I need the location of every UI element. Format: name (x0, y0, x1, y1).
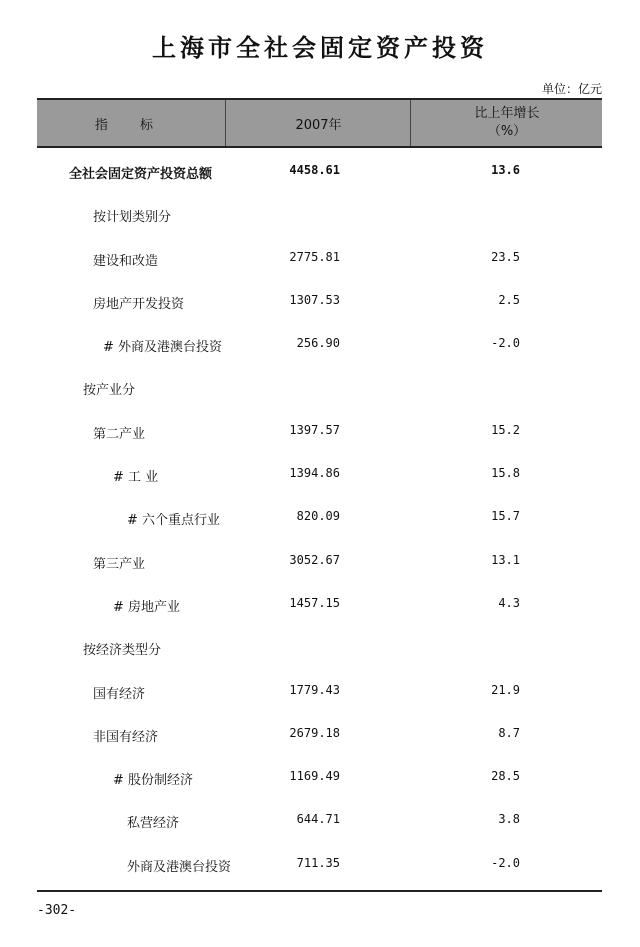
row-value: 3052.67 (289, 552, 340, 567)
row-value: 1394.86 (289, 466, 340, 481)
row-label: # 房地产业 (113, 599, 181, 615)
header-indicator: 指 标 (94, 117, 168, 133)
table-row (37, 453, 602, 496)
row-value: 1779.43 (289, 682, 340, 697)
table-row (37, 410, 602, 453)
table-row (37, 150, 602, 193)
row-value: 1397.57 (289, 422, 340, 437)
row-growth: 15.2 (491, 422, 520, 437)
table-row (37, 540, 602, 583)
row-label: 私营经济 (127, 816, 180, 832)
row-growth: 21.9 (491, 682, 520, 697)
row-label: # 工 业 (113, 470, 159, 486)
row-growth: 8.7 (498, 725, 520, 740)
row-value: 820.09 (296, 509, 340, 524)
row-label: 第二产业 (93, 426, 146, 442)
table-body (37, 150, 602, 886)
table-row (37, 756, 602, 799)
table-row (37, 237, 602, 280)
table-row (37, 280, 602, 323)
row-growth: 13.6 (491, 163, 520, 177)
row-value: 1307.53 (289, 292, 340, 307)
row-label: 国有经济 (93, 686, 146, 702)
row-growth: 15.8 (491, 466, 520, 481)
row-label: 第三产业 (93, 556, 146, 572)
row-label: 非国有经济 (93, 729, 159, 745)
row-growth: 2.5 (498, 292, 520, 307)
table-row (37, 323, 602, 366)
row-label: # 六个重点行业 (127, 513, 221, 529)
row-growth: 13.1 (491, 552, 520, 567)
table-row (37, 843, 602, 886)
row-growth: 15.7 (491, 509, 520, 524)
table-row (37, 583, 602, 626)
row-label: 全社会固定资产投资总额 (69, 167, 213, 182)
header-growth-line2: （%） (487, 124, 527, 139)
row-label: 建设和改造 (93, 253, 159, 269)
row-value: 644.71 (296, 812, 340, 827)
row-growth: -2.0 (491, 855, 520, 870)
table-row (37, 799, 602, 842)
row-growth: 28.5 (491, 769, 520, 784)
table-row (37, 670, 602, 713)
row-value: 1457.15 (289, 595, 340, 610)
row-label: 按产业分 (83, 383, 136, 399)
table-row (37, 366, 602, 409)
header-growth-line1: 比上年增长 (474, 106, 540, 121)
row-label: # 外商及港澳台投资 (103, 340, 223, 356)
page-number: -302- (37, 903, 77, 918)
row-value: 2679.18 (289, 725, 340, 740)
row-value: 711.35 (296, 855, 340, 870)
header-growth (410, 100, 603, 146)
row-label: 按经济类型分 (83, 643, 162, 659)
page-title: 上海市全社会固定资产投资 (152, 34, 488, 62)
row-growth: 3.8 (498, 812, 520, 827)
table-row (37, 626, 602, 669)
header-year: 2007年 (225, 100, 411, 146)
row-label: 外商及港澳台投资 (127, 859, 232, 875)
table-header (37, 98, 602, 148)
row-value: 256.90 (296, 336, 340, 351)
row-growth: -2.0 (491, 336, 520, 351)
table-row (37, 496, 602, 539)
row-value: 1169.49 (289, 769, 340, 784)
row-value: 4458.61 (289, 163, 340, 177)
row-label: 房地产开发投资 (93, 296, 185, 312)
unit-label: 单位：亿元 (541, 82, 602, 96)
row-label: 按计划类别分 (93, 210, 172, 226)
row-value: 2775.81 (289, 249, 340, 264)
table-row (37, 193, 602, 236)
table-bottom-rule (37, 890, 602, 892)
row-growth: 23.5 (491, 249, 520, 264)
table-row (37, 713, 602, 756)
row-growth: 4.3 (498, 595, 520, 610)
row-label: # 股份制经济 (113, 773, 194, 789)
